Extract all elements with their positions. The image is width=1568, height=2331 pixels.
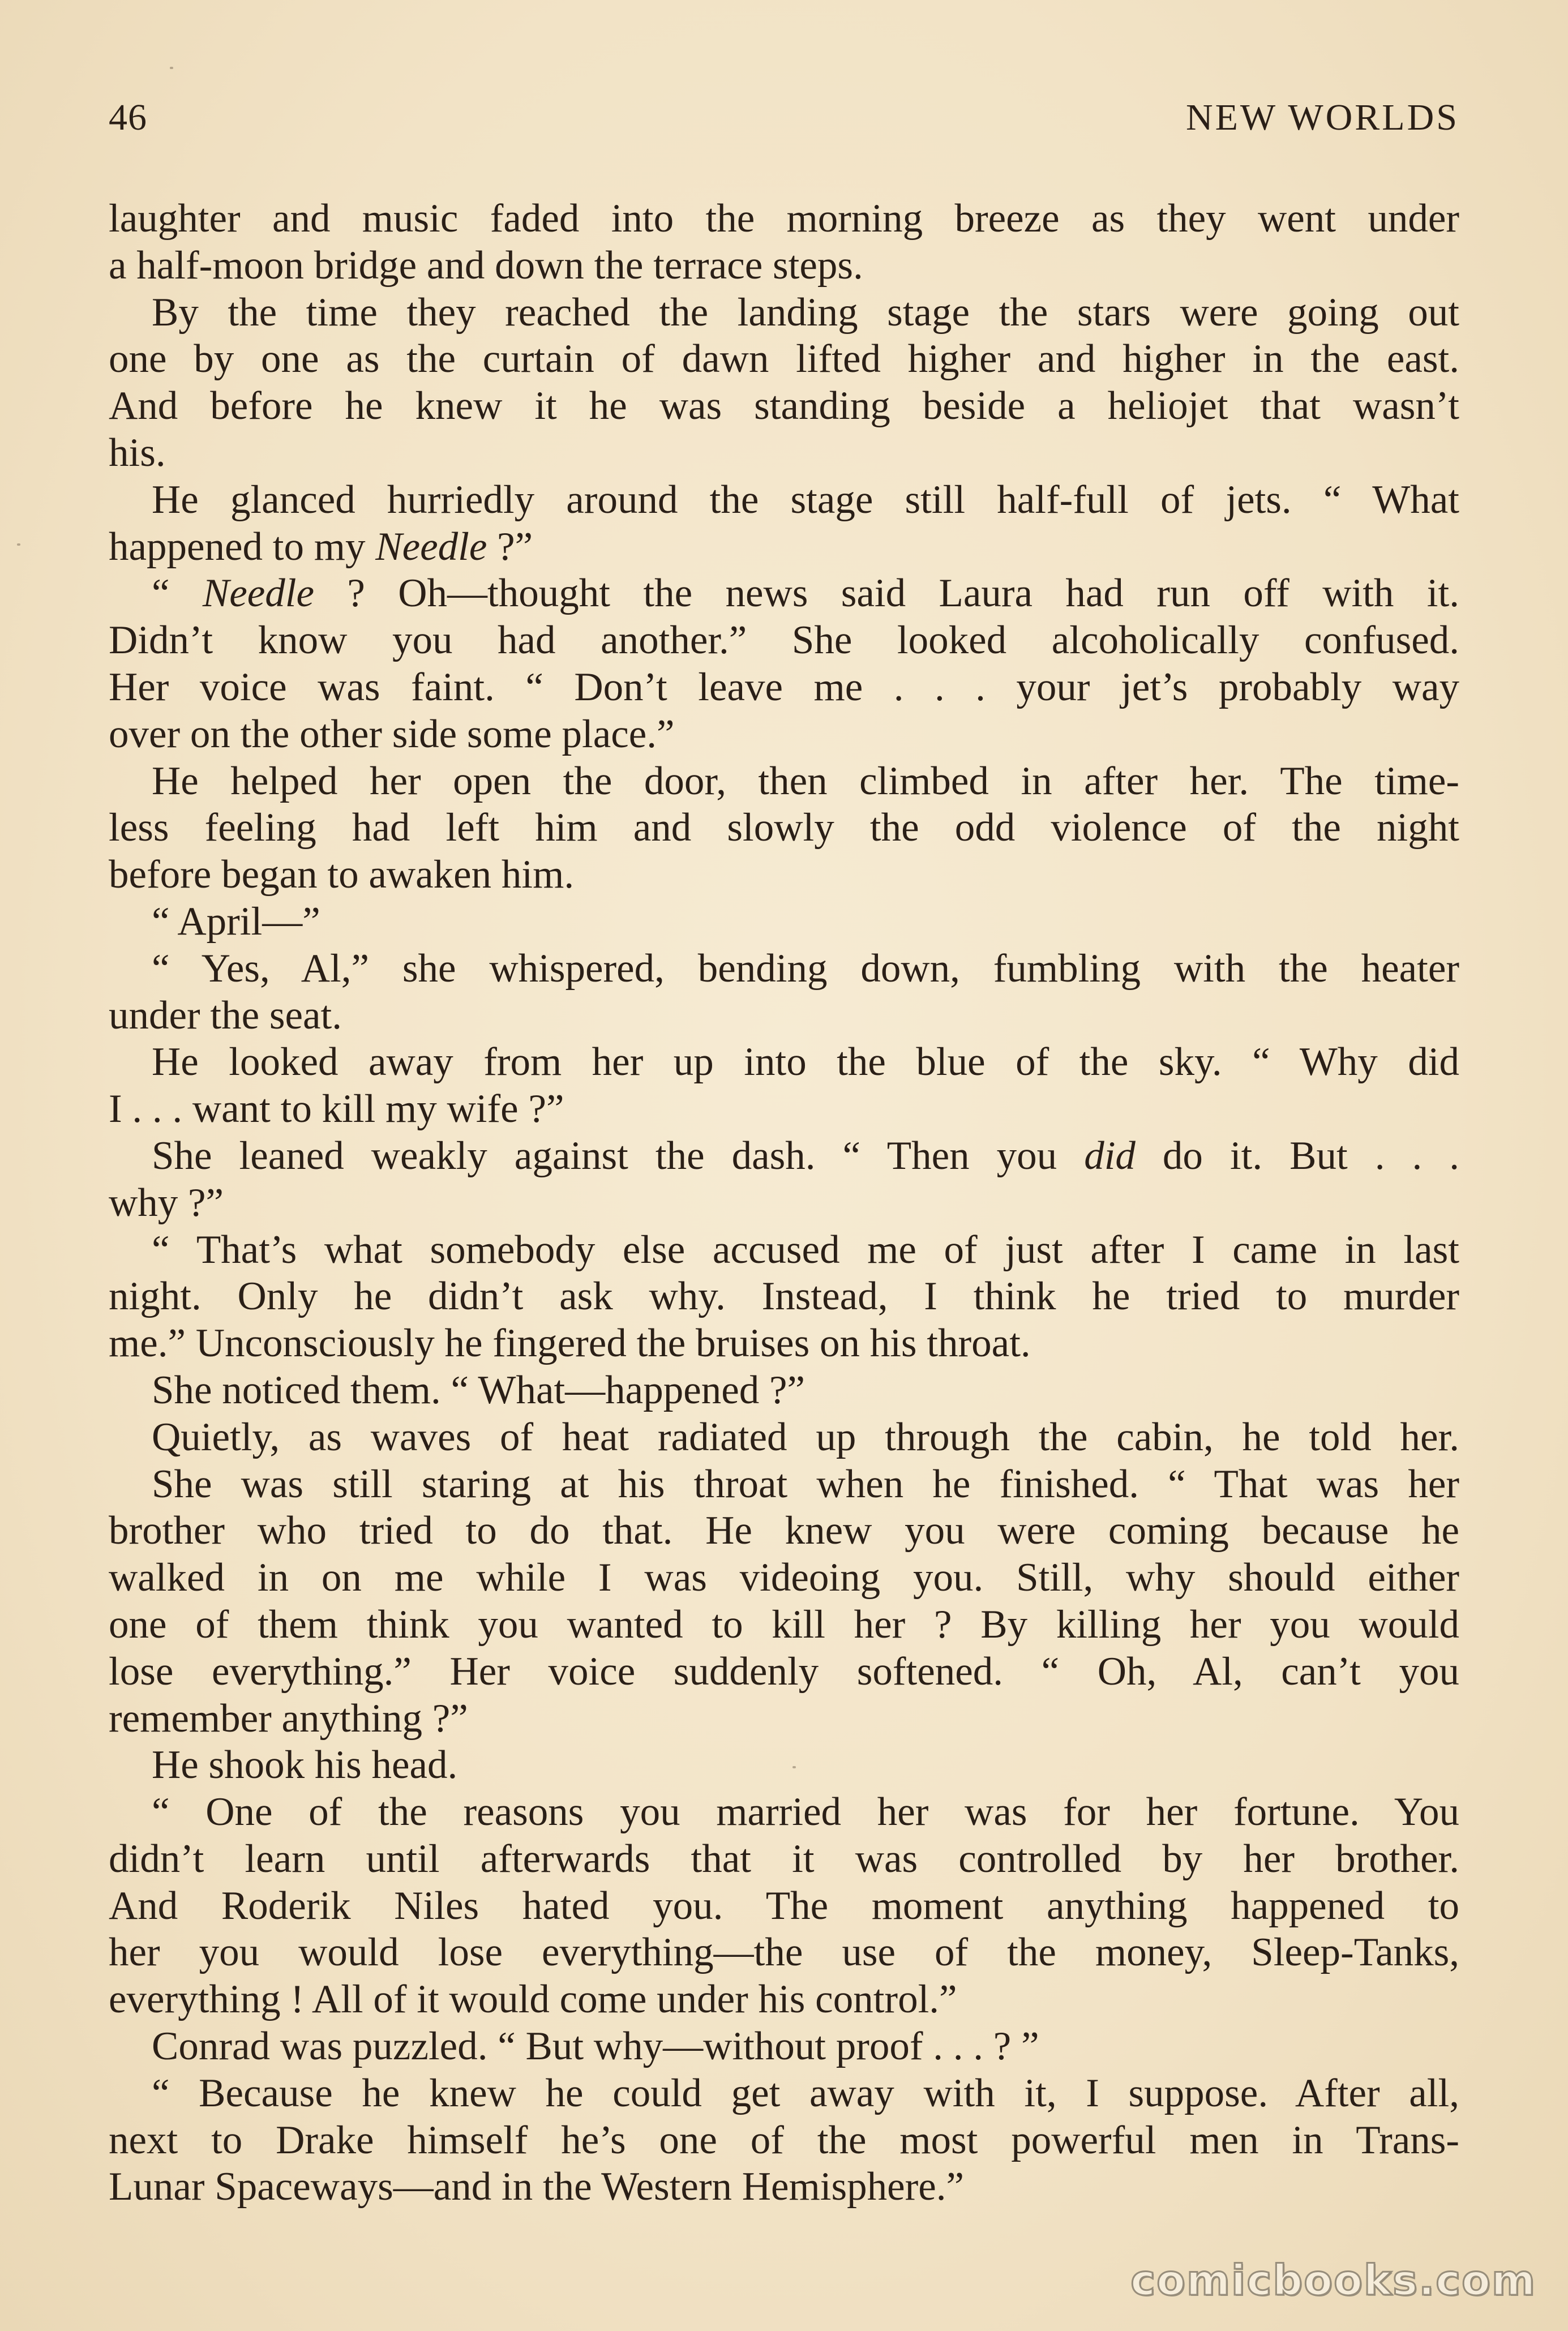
text-line: happened to my Needle ?”	[109, 524, 533, 569]
text-line: Quietly, as waves of heat radiated up through the cabin, he told her.	[152, 1415, 1459, 1459]
text-line: under the seat.	[109, 993, 342, 1038]
text-line: She leaned weakly against the dash. “ Then you did do it. But . . .	[152, 1133, 1459, 1178]
text-line: brother who tried to do that. He knew you were coming because he	[109, 1509, 1459, 1553]
text-line: laughter and music faded into the morning breeze as they went under	[109, 196, 1459, 241]
text-line: “ One of the reasons you married her was for her fortune. You	[152, 1790, 1459, 1835]
running-head: NEW WORLDS	[1185, 97, 1459, 138]
body-text	[109, 195, 1459, 2210]
text-line: her you would lose everything—the use of the money, Sleep-Tanks,	[109, 1930, 1459, 1975]
text-line: over on the other side some place.”	[109, 712, 675, 756]
text-line: “ April—”	[152, 899, 320, 944]
text-line: Lunar Spaceways—and in the Western Hemisphere.”	[109, 2165, 965, 2209]
text-line: And Roderik Niles hated you. The moment anything happened to	[109, 1883, 1459, 1928]
text-line: me.” Unconsciously he fingered the bruises on his throat.	[109, 1321, 1031, 1366]
text-line: his.	[109, 430, 166, 475]
text-line: a half-moon bridge and down the terrace steps.	[109, 243, 863, 288]
watermark-logo: comicbooks.com	[1130, 2256, 1536, 2305]
text-line: Didn’t know you had another.” She looked alcoholically confused.	[109, 618, 1459, 663]
text-line: “ Because he knew he could get away with it, I suppose. After all,	[152, 2071, 1459, 2115]
text-line: less feeling had left him and slowly the odd violence of the night	[109, 805, 1459, 850]
text-line: Her voice was faint. “ Don’t leave me . . . your jet’s probably way	[109, 665, 1459, 709]
text-line: She was still staring at his throat when he finished. “ That was her	[152, 1462, 1459, 1506]
text-line: She noticed them. “ What—happened ?”	[152, 1368, 805, 1412]
text-line: remember anything ?”	[109, 1696, 468, 1741]
text-line: He helped her open the door, then climbed in after her. The time-	[152, 759, 1459, 803]
text-line: didn’t learn until afterwards that it was controlled by her brother.	[109, 1836, 1459, 1881]
text-line: “ That’s what somebody else accused me of just after I came in last	[152, 1227, 1459, 1272]
text-line: why ?”	[109, 1180, 224, 1225]
text-line: before began to awaken him.	[109, 852, 575, 897]
text-line: lose everything.” Her voice suddenly softened. “ Oh, Al, can’t you	[109, 1649, 1459, 1694]
text-line: Conrad was puzzled. “ But why—without proof . . . ? ”	[152, 2024, 1039, 2069]
text-line: one by one as the curtain of dawn lifted higher and higher in the east.	[109, 337, 1459, 382]
text-line: next to Drake himself he’s one of the most powerful men in Trans-	[109, 2118, 1459, 2162]
text-line: He glanced hurriedly around the stage still half-full of jets. “ What	[152, 477, 1459, 522]
text-line: one of them think you wanted to kill her ? By killing her you would	[109, 1602, 1459, 1647]
text-line: “ Yes, Al,” she whispered, bending down, fumbling with the heater	[152, 946, 1459, 991]
text-line: By the time they reached the landing stage the stars were going out	[152, 290, 1459, 335]
page-header	[109, 96, 1459, 158]
page-number: 46	[109, 97, 147, 138]
text-line: everything ! All of it would come under his control.”	[109, 1977, 957, 2022]
text-line: I . . . want to kill my wife ?”	[109, 1087, 564, 1132]
text-line: He looked away from her up into the blue of the sky. “ Why did	[152, 1040, 1459, 1085]
paper-speck	[792, 1766, 796, 1768]
text-line: walked in on me while I was videoing you. Still, why should either	[109, 1556, 1459, 1600]
text-line: And before he knew it he was standing beside a heliojet that wasn’t	[109, 384, 1459, 429]
text-line: night. Only he didn’t ask why. Instead, I think he tried to murder	[109, 1274, 1459, 1319]
text-line: He shook his head.	[152, 1743, 458, 1788]
paper-speck	[170, 67, 173, 69]
text-line: “ Needle ? Oh—thought the news said Laura had run off with it.	[152, 571, 1459, 616]
paper-speck	[17, 543, 20, 546]
